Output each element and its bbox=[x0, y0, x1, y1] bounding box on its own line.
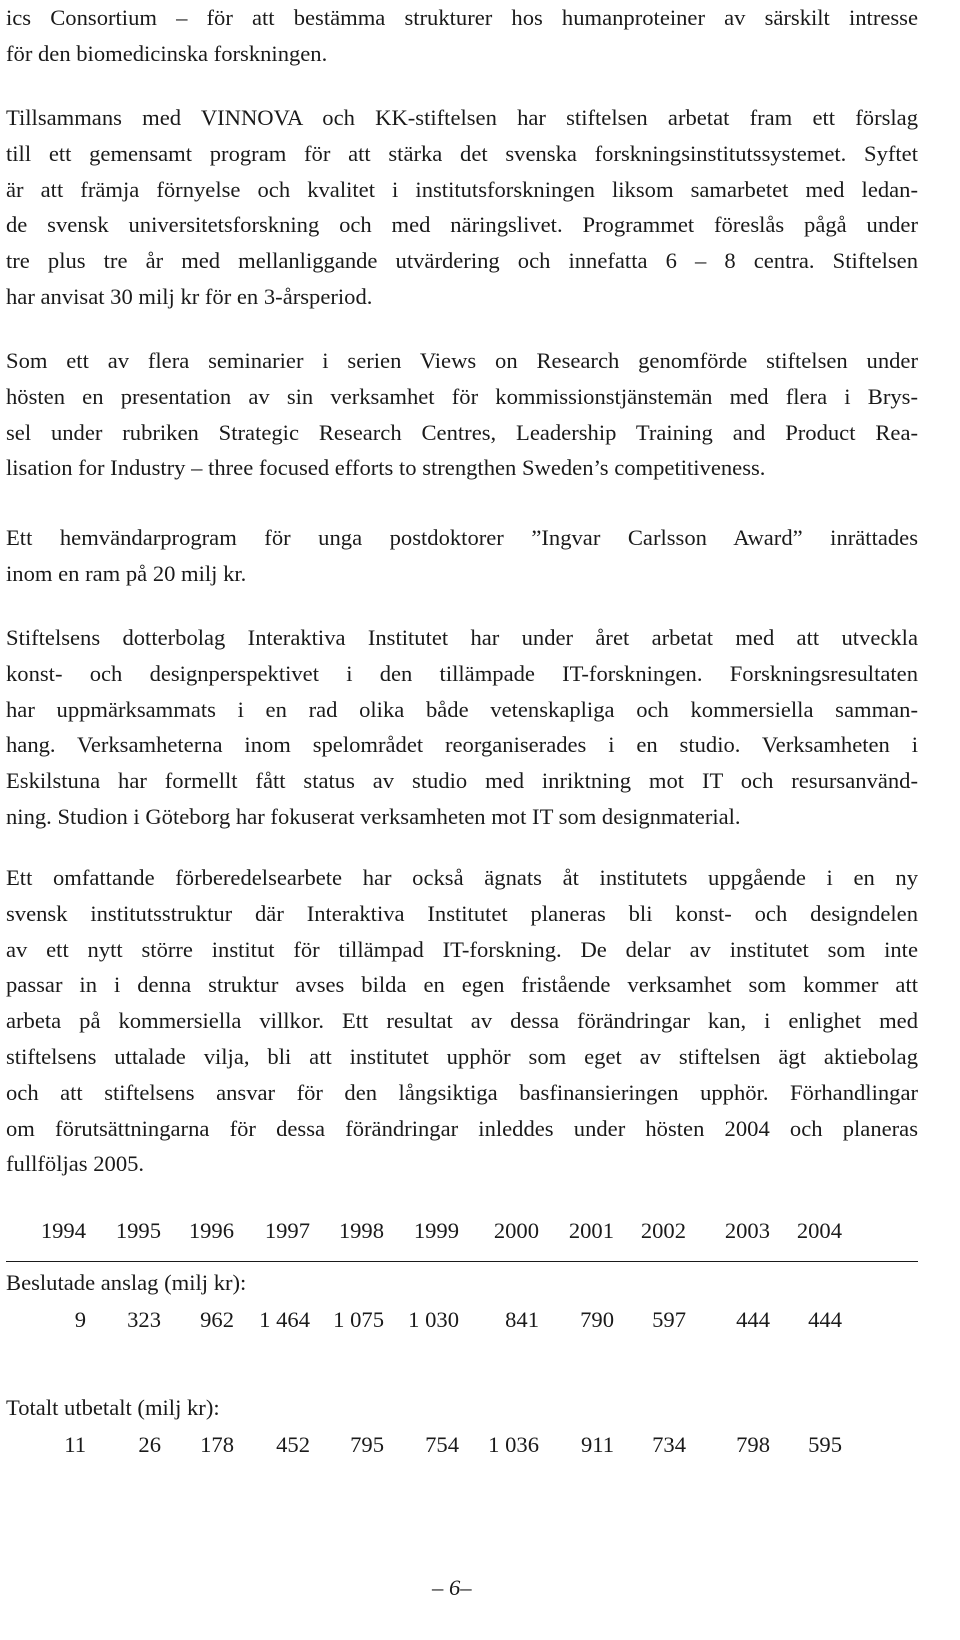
value-cell: 597 bbox=[652, 1307, 686, 1332]
value-cell: 1 030 bbox=[408, 1307, 459, 1332]
paragraph bbox=[6, 520, 918, 592]
text-line: har anvisat 30 milj kr för en 3-årsperiod. bbox=[6, 283, 373, 309]
value-cell: 754 bbox=[425, 1432, 459, 1457]
text-line: av ett nytt större institut för tillämpad IT-forskning. De delar av institutet som inte bbox=[6, 936, 918, 962]
value-cell: 178 bbox=[200, 1432, 234, 1457]
value-cell: 1 464 bbox=[259, 1307, 310, 1332]
value-cell: 323 bbox=[127, 1307, 161, 1332]
value-cell: 962 bbox=[200, 1307, 234, 1332]
text-line: för den biomedicinska forskningen. bbox=[6, 40, 328, 66]
table-header-years bbox=[6, 1218, 918, 1250]
paragraph bbox=[6, 860, 918, 1182]
text-line: Ett hemvändarprogram för unga postdoktorer ”Ingvar Carlsson Award” inrättades bbox=[6, 525, 918, 550]
value-cell: 26 bbox=[138, 1432, 161, 1457]
year-cell: 1996 bbox=[188, 1218, 234, 1243]
year-cell: 2001 bbox=[568, 1218, 614, 1243]
value-cell: 444 bbox=[736, 1307, 770, 1332]
row-label-paid: Totalt utbetalt (milj kr): bbox=[6, 1395, 220, 1420]
paragraph bbox=[6, 343, 918, 486]
text-line: tre plus tre år med mellanliggande utvärdering och innefatta 6 – 8 centra. Stiftelsen bbox=[6, 248, 918, 274]
table-header-rule bbox=[6, 1261, 918, 1262]
value-cell: 9 bbox=[74, 1307, 86, 1332]
value-cell: 11 bbox=[64, 1432, 86, 1457]
text-line: har uppmärksammats i en rad olika både vetenskapliga och kommersiella samman- bbox=[6, 696, 918, 722]
table-row-paid bbox=[6, 1432, 918, 1464]
text-line: passar in i denna struktur avses bilda en egen fristående verksamhet som kommer att bbox=[6, 972, 918, 998]
text-line: Ett omfattande förberedelsearbete har också ägnats åt institutets uppgående i en ny bbox=[6, 865, 918, 890]
value-cell: 1 036 bbox=[488, 1432, 539, 1457]
text-line: sel under rubriken Strategic Research Centres, Leadership Training and Product Rea- bbox=[6, 419, 918, 445]
text-line: Eskilstuna har formellt fått status av studio med inriktning mot IT och resursanvänd- bbox=[6, 768, 918, 794]
paragraph bbox=[6, 620, 918, 835]
text-line: arbeta på kommersiella villkor. Ett resultat av dessa förändringar kan, i enlighet med bbox=[6, 1008, 918, 1034]
paragraph bbox=[6, 0, 918, 72]
paragraph bbox=[6, 100, 918, 315]
value-cell: 444 bbox=[808, 1307, 842, 1332]
value-cell: 790 bbox=[580, 1307, 614, 1332]
text-line: Tillsammans med VINNOVA och KK-stiftelsen har stiftelsen arbetat fram ett förslag bbox=[6, 105, 918, 130]
year-cell: 1994 bbox=[40, 1218, 86, 1243]
text-line: inom en ram på 20 milj kr. bbox=[6, 560, 247, 586]
value-cell: 795 bbox=[350, 1432, 384, 1457]
text-line: ics Consortium – för att bestämma strukturer hos humanproteiner av särskilt intresse bbox=[6, 5, 918, 30]
text-line: hösten en presentation av sin verksamhet för kommissionstjänstemän med flera i Brys- bbox=[6, 383, 918, 409]
text-line: hang. Verksamheterna inom spelområdet reorganiserades i en studio. Verksamheten i bbox=[6, 732, 918, 758]
value-cell: 452 bbox=[276, 1432, 310, 1457]
text-line: Som ett av flera seminarier i serien Views on Research genomförde stiftelsen under bbox=[6, 348, 918, 373]
value-cell: 841 bbox=[505, 1307, 539, 1332]
value-cell: 798 bbox=[736, 1432, 770, 1457]
text-line: och att stiftelsens ansvar för den långsiktiga basfinansieringen upphör. Förhandlingar bbox=[6, 1079, 918, 1105]
text-line: konst- och designperspektivet i den tillämpade IT-forskningen. Forskningsresultaten bbox=[6, 660, 918, 686]
text-line: fullföljas 2005. bbox=[6, 1151, 145, 1177]
year-cell: 1999 bbox=[413, 1218, 459, 1243]
page-number: – 6– bbox=[432, 1575, 472, 1600]
year-cell: 2003 bbox=[724, 1218, 770, 1243]
year-cell: 2000 bbox=[493, 1218, 539, 1243]
text-line: till ett gemensamt program för att stärka det svenska forskningsinstitutssystemet. Syftet bbox=[6, 140, 918, 166]
text-line: är att främja förnyelse och kvalitet i institutsforskningen liksom samarbetet med ledan- bbox=[6, 176, 918, 202]
text-line: de svensk universitetsforskning och med näringslivet. Programmet föreslås pågå under bbox=[6, 212, 918, 238]
value-cell: 911 bbox=[580, 1432, 614, 1457]
year-cell: 1995 bbox=[115, 1218, 161, 1243]
year-cell: 1997 bbox=[264, 1218, 310, 1243]
value-cell: 1 075 bbox=[333, 1307, 384, 1332]
text-line: Stiftelsens dotterbolag Interaktiva Institutet har under året arbetat med att utveckla bbox=[6, 625, 918, 650]
value-cell: 595 bbox=[808, 1432, 842, 1457]
text-line: om förutsättningarna för dessa förändringar inleddes under hösten 2004 och planeras bbox=[6, 1115, 918, 1141]
table-row-decided bbox=[6, 1307, 918, 1339]
year-cell: 2004 bbox=[796, 1218, 842, 1243]
text-line: ning. Studion i Göteborg har fokuserat verksamheten mot IT som designmaterial. bbox=[6, 803, 741, 829]
row-label-decided: Beslutade anslag (milj kr): bbox=[6, 1270, 247, 1295]
value-cell: 734 bbox=[652, 1432, 686, 1457]
year-cell: 1998 bbox=[338, 1218, 384, 1243]
year-cell: 2002 bbox=[640, 1218, 686, 1243]
text-line: stiftelsens uttalade vilja, bli att institutet upphör som eget av stiftelsen ägt aktiebolag bbox=[6, 1043, 918, 1069]
text-line: lisation for Industry – three focused efforts to strengthen Sweden’s competitiveness. bbox=[6, 455, 766, 481]
text-line: svensk institutsstruktur där Interaktiva Institutet planeras bli konst- och designdelen bbox=[6, 900, 918, 926]
